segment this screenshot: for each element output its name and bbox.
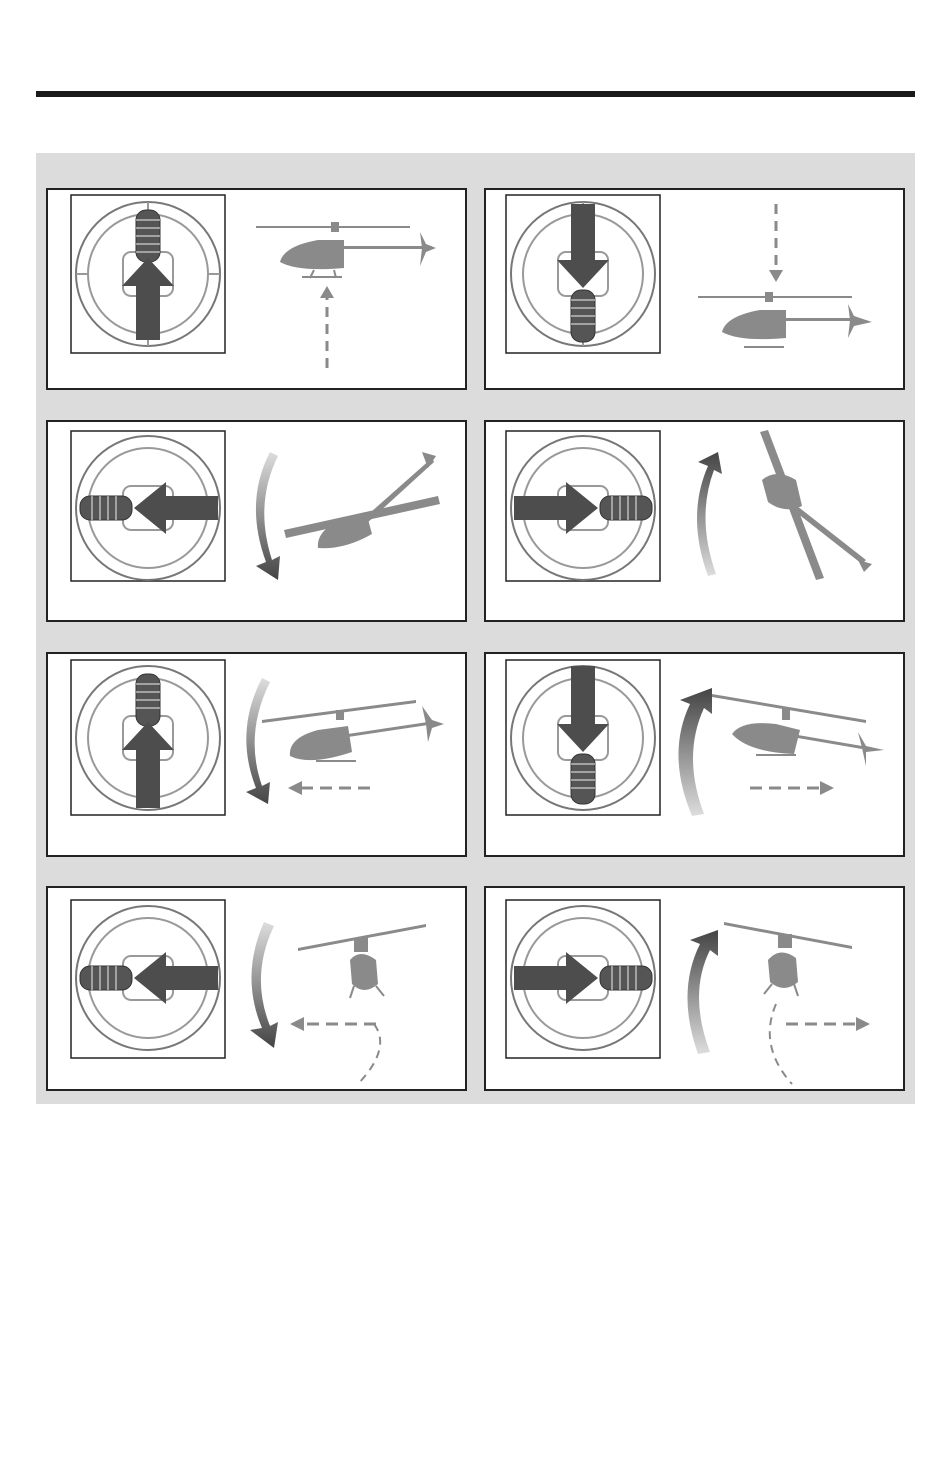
stick-knob-icon — [571, 754, 595, 804]
stick-knob-icon — [600, 496, 652, 520]
card-stick-down-backward — [484, 652, 905, 857]
card-stick-up-forward — [46, 652, 467, 857]
stick-knob-icon — [571, 290, 595, 342]
stick-knob-icon — [80, 496, 132, 520]
curved-arrow-up-icon — [697, 452, 722, 576]
helicopter-front-icon — [298, 924, 426, 998]
helicopter-front-icon — [724, 922, 852, 996]
stick-knob-icon — [600, 966, 652, 990]
header-rule — [36, 91, 915, 97]
helicopter-pitch-forward-icon — [262, 700, 444, 762]
card-stick-left-roll — [46, 420, 467, 622]
helicopter-roll-right-icon — [760, 430, 872, 580]
card-stick-down-descend — [484, 188, 905, 390]
dashed-arrow-down-icon — [769, 204, 783, 282]
stick-knob-icon — [136, 674, 160, 726]
card-stick-right-roll — [484, 420, 905, 622]
helicopter-pitch-back-icon — [712, 694, 884, 766]
dashed-arrow-left-icon — [290, 1017, 376, 1031]
dashed-curve-path-icon — [358, 1024, 380, 1084]
dashed-arrow-left-icon — [288, 781, 370, 795]
helicopter-side-icon — [698, 292, 872, 348]
curved-arrow-down-icon — [246, 678, 270, 804]
dashed-arrow-up-icon — [320, 286, 334, 368]
curved-arrow-down-icon — [250, 922, 278, 1048]
curved-arrow-up-icon — [678, 688, 712, 816]
dashed-arrow-right-icon — [786, 1017, 870, 1031]
curved-arrow-up-icon — [687, 930, 718, 1054]
helicopter-roll-left-icon — [284, 452, 440, 548]
stick-knob-icon — [80, 966, 132, 990]
stick-knob-icon — [136, 210, 160, 262]
helicopter-side-icon — [256, 222, 436, 278]
card-stick-right-yaw — [484, 886, 905, 1091]
card-stick-up-climb — [46, 188, 467, 390]
dashed-curve-path-icon — [770, 1004, 792, 1084]
card-stick-left-yaw — [46, 886, 467, 1091]
dashed-arrow-right-icon — [750, 781, 834, 795]
curved-arrow-down-icon — [256, 452, 280, 580]
